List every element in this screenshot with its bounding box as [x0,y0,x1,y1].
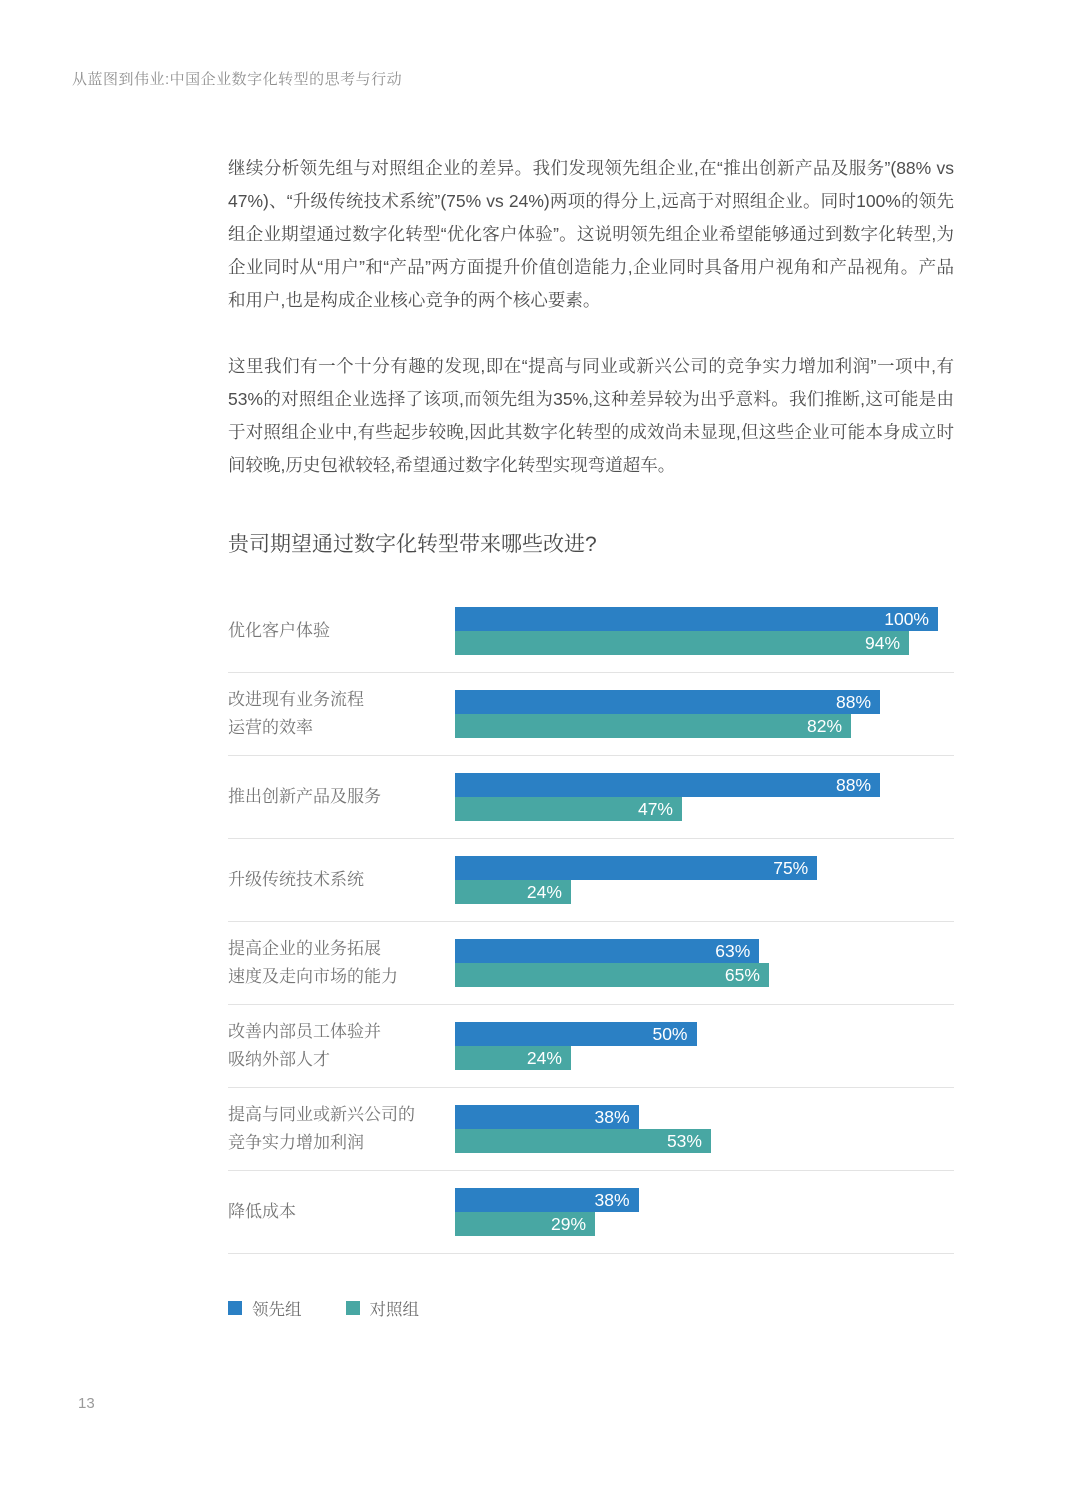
bar-value-label: 75% [773,857,809,878]
chart-row [228,590,954,673]
bar-value-label: 50% [652,1023,688,1044]
category-label: 提高与同业或新兴公司的 竞争实力增加利润 [228,1105,415,1152]
chart-row [228,1088,954,1171]
bar-group [455,856,938,904]
bar-series-0 [455,939,759,963]
chart-row [228,839,954,922]
bar-value-label: 47% [637,798,673,819]
chart-legend [228,1296,954,1320]
bar-series-0 [455,1022,697,1046]
category-label: 优化客户体验 [228,621,330,640]
bar-series-0 [455,1188,639,1212]
legend-item-1 [346,1296,420,1320]
bar-series-0 [455,690,880,714]
bar-group [455,1022,938,1070]
bar-series-0 [455,1105,639,1129]
bar-value-label: 24% [526,881,562,902]
bar-value-label: 82% [807,715,843,736]
chart-row [228,673,954,756]
legend-swatch [346,1301,360,1315]
legend-item-0 [228,1296,302,1320]
content-column [228,152,954,1320]
chart-row [228,1171,954,1254]
category-label: 改进现有业务流程 运营的效率 [228,690,364,737]
bar-series-1 [455,963,769,987]
category-label: 推出创新产品及服务 [228,787,381,806]
bar-value-label: 38% [594,1106,630,1127]
chart-row [228,756,954,839]
category-label: 升级传统技术系统 [228,870,364,889]
bar-value-label: 88% [836,774,872,795]
chart-rows [228,590,954,1254]
bar-series-0 [455,856,817,880]
bar-series-1 [455,714,851,738]
bar-value-label: 24% [526,1047,562,1068]
bar-value-label: 63% [715,940,751,961]
bar-group [455,607,938,655]
page-number: 13 [78,1395,95,1412]
category-label: 提高企业的业务拓展 速度及走向市场的能力 [228,939,398,986]
bar-series-1 [455,1129,711,1153]
bar-series-1 [455,880,571,904]
bar-group [455,939,938,987]
paragraph-1: 继续分析领先组与对照组企业的差异。我们发现领先组企业,在“推出创新产品及服务”(88% vs 47%)、“升级传统技术系统”(75% vs 24%)两项的得分上,远高于对照组企业。同时100%的领先组企业期望通过数字化转型“优化客户体验”。这说明领先组企业希望能够通过到数字化转型,为企业同时从“用户”和“产品”两方面提升价值创造能力,企业同时具备用户视角和产品视角。产品和用户,也是构成企业核心竞争的两个核心要素。 [228,158,954,310]
bar-value-label: 100% [884,608,929,629]
document-header: 从蓝图到伟业:中国企业数字化转型的思考与行动 [72,71,403,88]
bar-value-label: 88% [836,691,872,712]
chart-row [228,1005,954,1088]
bar-series-1 [455,797,682,821]
legend-swatch [228,1301,242,1315]
legend-label: 领先组 [252,1301,302,1319]
bar-group [455,1188,938,1236]
bar-series-1 [455,1212,595,1236]
bar-value-label: 94% [864,632,901,653]
category-label: 降低成本 [228,1202,296,1221]
bar-value-label: 53% [666,1130,702,1151]
bar-group [455,773,938,821]
paragraph-2: 这里我们有一个十分有趣的发现,即在“提高与同业或新兴公司的竞争实力增加利润”一项中,有53%的对照组企业选择了该项,而领先组为35%,这种差异较为出乎意料。我们推断,这可能是由于对照组企业中,有些起步较晚,因此其数字化转型的成效尚未显现,但这些企业可能本身成立时间较晚,历史包袱较轻,希望通过数字化转型实现弯道超车。 [228,356,954,475]
bar-series-1 [455,631,909,655]
bar-group [455,690,938,738]
bar-series-1 [455,1046,571,1070]
bar-value-label: 38% [594,1189,630,1210]
chart-row [228,922,954,1005]
bar-value-label: 29% [551,1213,587,1234]
category-label: 改善内部员工体验并 吸纳外部人才 [228,1022,381,1069]
legend-label: 对照组 [369,1301,419,1319]
bar-series-0 [455,607,938,631]
chart-title: 贵司期望通过数字化转型带来哪些改进? [228,533,597,556]
bar-group [455,1105,938,1153]
bar-value-label: 65% [724,964,760,985]
bar-series-0 [455,773,880,797]
